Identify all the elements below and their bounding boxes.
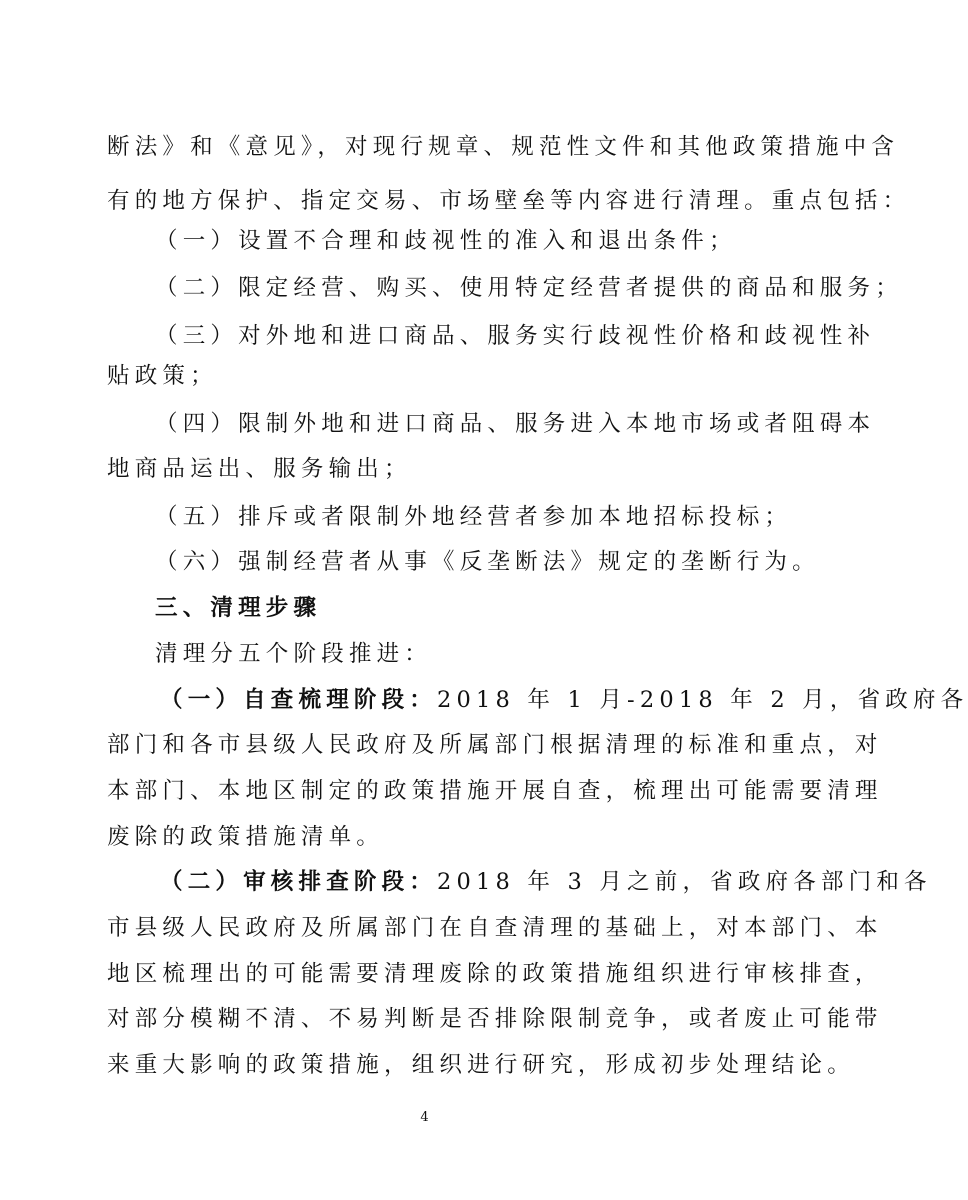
paragraph-line: 本部门、本地区制定的政策措施开展自查，梳理出可能需要清理 bbox=[107, 778, 883, 804]
list-item: （三）对外地和进口商品、服务实行歧视性价格和歧视性补 bbox=[155, 323, 876, 349]
list-item: （一）设置不合理和歧视性的准入和退出条件； bbox=[155, 228, 737, 254]
paragraph-line: 来重大影响的政策措施，组织进行研究，形成初步处理结论。 bbox=[107, 1052, 855, 1078]
list-item: （五）排斥或者限制外地经营者参加本地招标投标； bbox=[155, 504, 793, 530]
list-item-continuation: 地商品运出、服务输出； bbox=[107, 456, 412, 482]
phase-text: 2018 年 3 月之前，省政府各部门和各 bbox=[437, 869, 932, 895]
paragraph-first-line bbox=[160, 677, 968, 723]
list-item: （二）限定经营、购买、使用特定经营者提供的商品和服务； bbox=[155, 275, 903, 301]
paragraph-line: 部门和各市县级人民政府及所属部门根据清理的标准和重点，对 bbox=[107, 732, 883, 758]
paragraph-line: 对部分模糊不清、不易判断是否排除限制竞争，或者废止可能带 bbox=[107, 1006, 883, 1032]
list-item-continuation: 贴政策； bbox=[107, 363, 218, 389]
paragraph-line: 有的地方保护、指定交易、市场壁垒等内容进行清理。重点包括： bbox=[107, 188, 911, 214]
paragraph-line: 市县级人民政府及所属部门在自查清理的基础上，对本部门、本 bbox=[107, 915, 883, 941]
paragraph-line: 断法》和《意见》，对现行规章、规范性文件和其他政策措施中含 bbox=[107, 134, 900, 160]
phase-heading: （二）审核排查阶段： bbox=[160, 869, 438, 895]
paragraph-line: 地区梳理出的可能需要清理废除的政策措施组织进行审核排查， bbox=[107, 961, 883, 987]
phase-text: 2018 年 1 月-2018 年 2 月，省政府各 bbox=[437, 687, 968, 713]
list-item: （四）限制外地和进口商品、服务进入本地市场或者阻碍本 bbox=[155, 411, 876, 437]
section-heading: 三、清理步骤 bbox=[155, 595, 322, 621]
list-item: （六）强制经营者从事《反垄断法》规定的垄断行为。 bbox=[155, 549, 820, 575]
phase-heading: （一）自查梳理阶段： bbox=[160, 687, 438, 713]
paragraph-first-line bbox=[160, 859, 932, 905]
paragraph-line: 清理分五个阶段推进： bbox=[155, 641, 433, 667]
page-number: 4 bbox=[420, 1110, 429, 1125]
paragraph-line: 废除的政策措施清单。 bbox=[107, 824, 385, 850]
